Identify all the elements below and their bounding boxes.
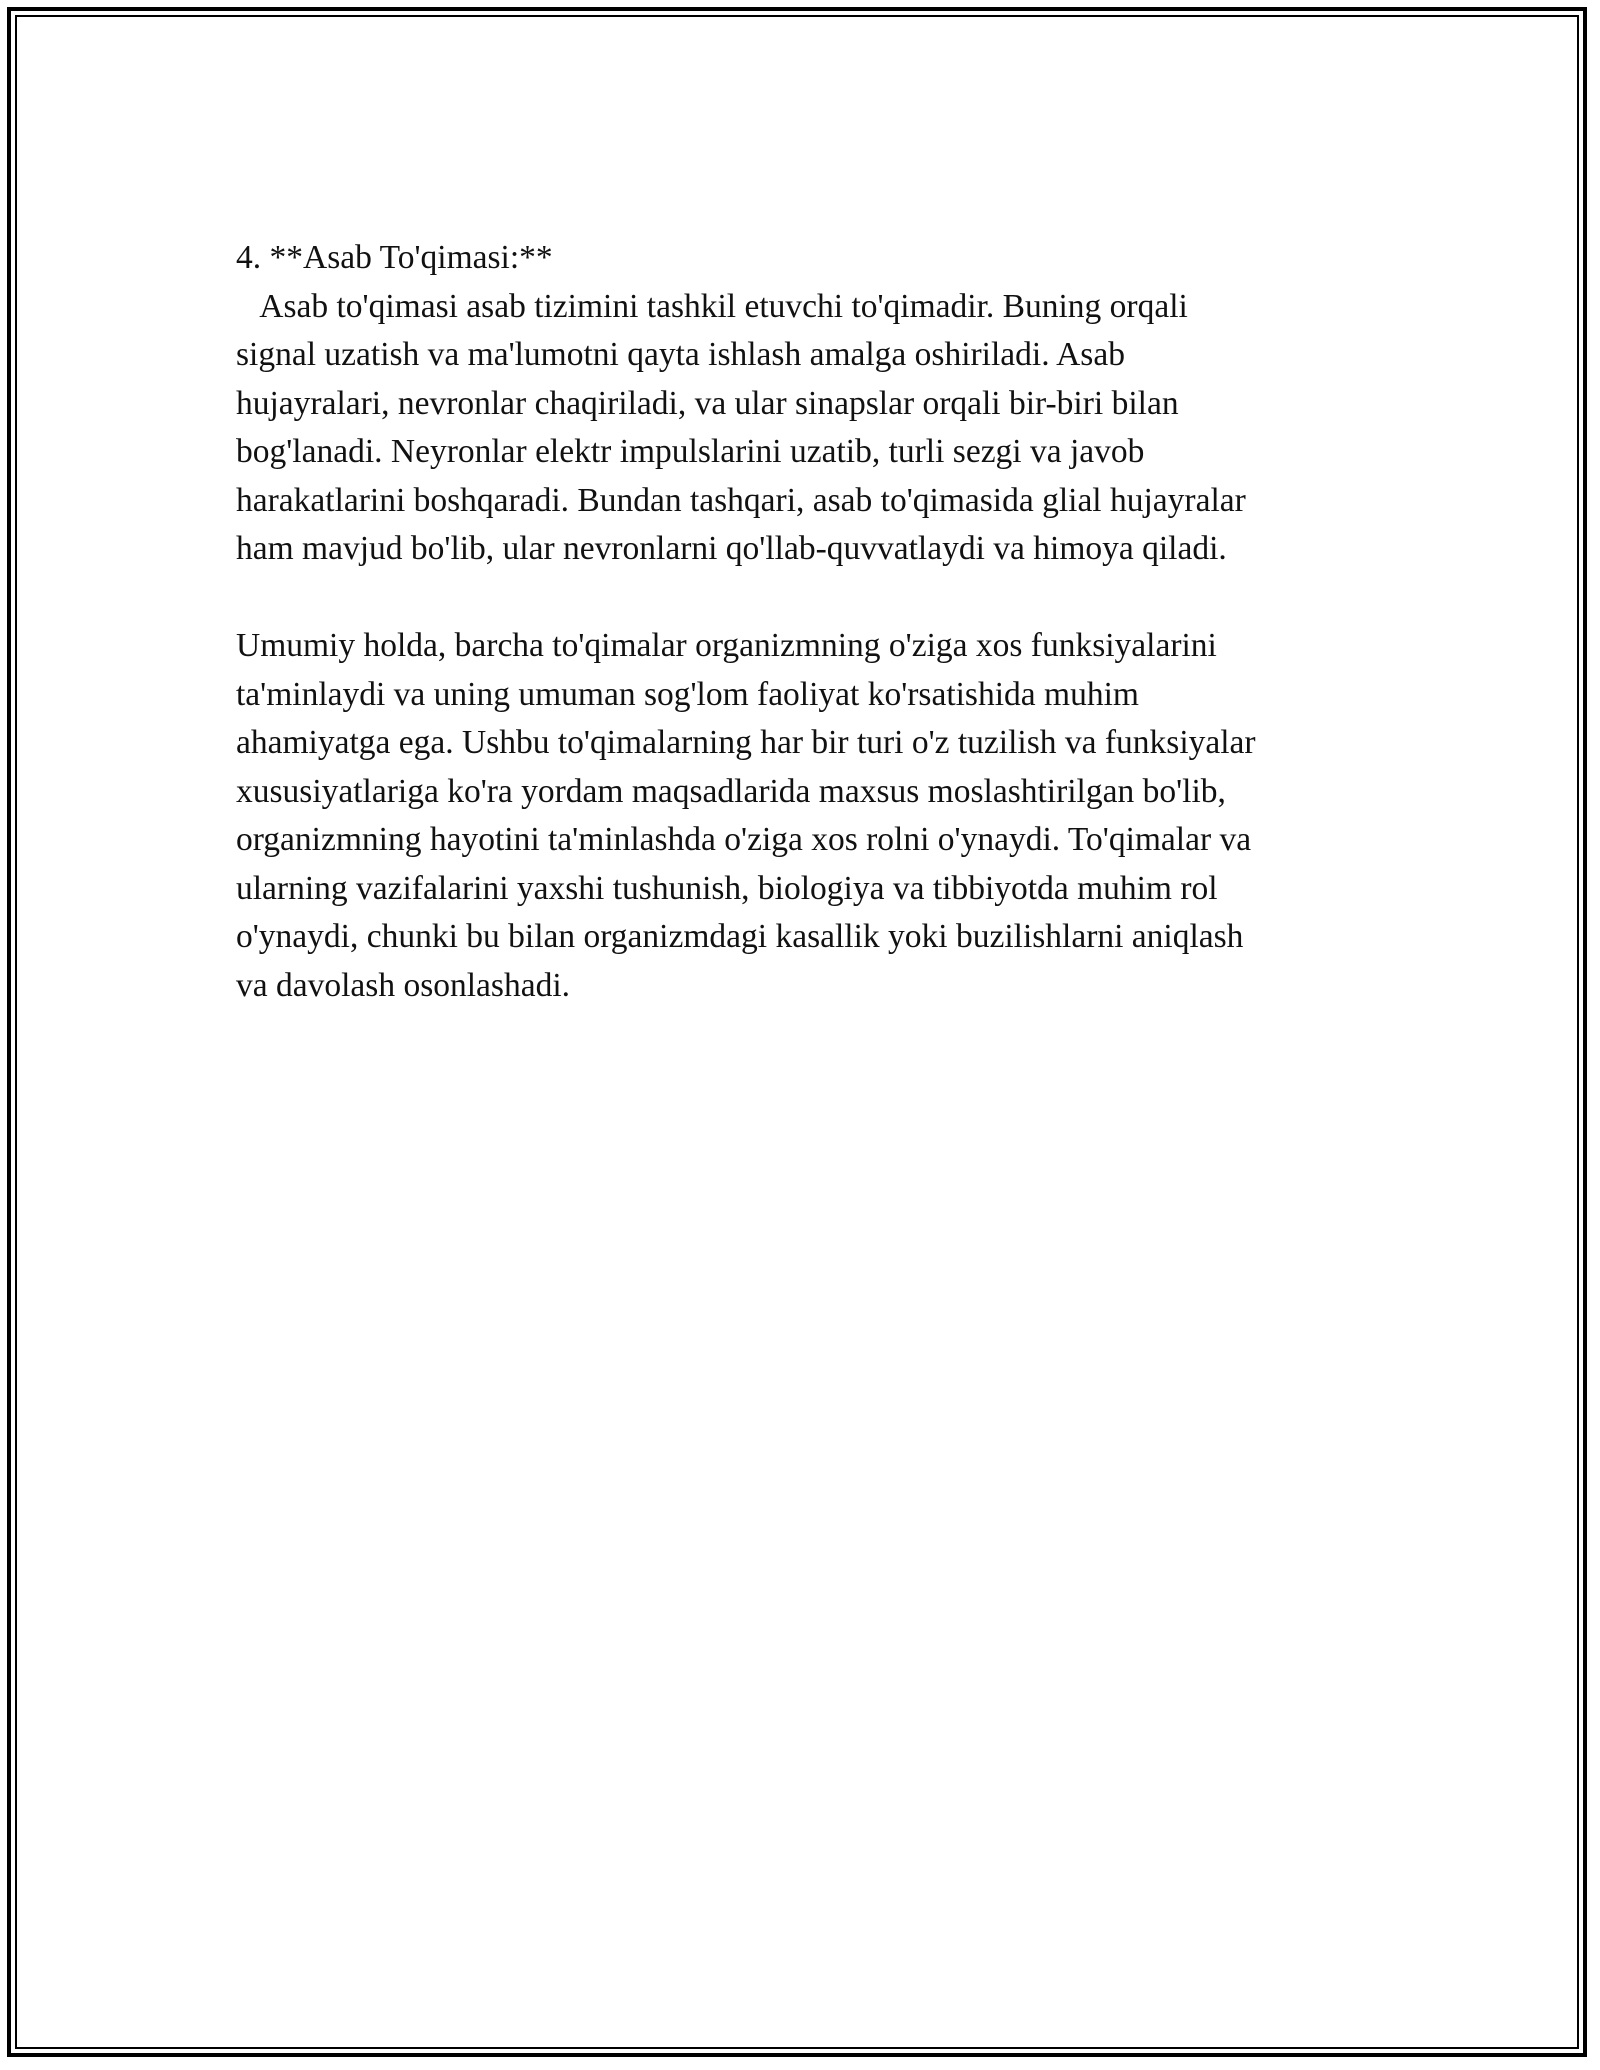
document-body	[236, 234, 1376, 1010]
text-line: o'ynaydi, chunki bu bilan organizmdagi kasallik yoki buzilishlarni aniqlash	[236, 918, 1244, 955]
text-line: Umumiy holda, barcha to'qimalar organizmning o'ziga xos funksiyalarini	[236, 627, 1217, 664]
paragraph-nerve-tissue	[236, 283, 1376, 574]
section-heading: 4. **Asab To'qimasi:**	[236, 239, 553, 276]
text-line: bog'lanadi. Neyronlar elektr impulslarini uzatib, turli sezgi va javob	[236, 433, 1145, 470]
text-line: ahamiyatga ega. Ushbu to'qimalarning har bir turi o'z tuzilish va funksiyalar	[236, 724, 1256, 761]
paragraph-spacer	[236, 574, 1376, 623]
text-line: ham mavjud bo'lib, ular nevronlarni qo'llab-quvvatlaydi va himoya qiladi.	[236, 530, 1227, 567]
text-line: va davolash osonlashadi.	[236, 966, 571, 1004]
text-line: harakatlarini boshqaradi. Bundan tashqari, asab to'qimasida glial hujayralar	[236, 481, 1246, 519]
text-line: ta'minlaydi va uning umuman sog'lom faoliyat ko'rsatishida muhim	[236, 675, 1139, 713]
paragraph-summary	[236, 622, 1376, 1010]
text-line: signal uzatish va ma'lumotni qayta ishlash amalga oshiriladi. Asab	[236, 336, 1125, 373]
text-line: ularning vazifalarini yaxshi tushunish, biologiya va tibbiyotda muhim rol	[236, 869, 1218, 907]
text-line: hujayralari, nevronlar chaqiriladi, va ular sinapslar orqali bir-biri bilan	[236, 384, 1179, 422]
text-line: Asab to'qimasi asab tizimini tashkil etuvchi to'qimadir. Buning orqali	[236, 287, 1188, 325]
text-line: organizmning hayotini ta'minlashda o'ziga xos rolni o'ynaydi. To'qimalar va	[236, 821, 1252, 858]
text-line: xususiyatlariga ko'ra yordam maqsadlarida maxsus moslashtirilgan bo'lib,	[236, 772, 1226, 810]
